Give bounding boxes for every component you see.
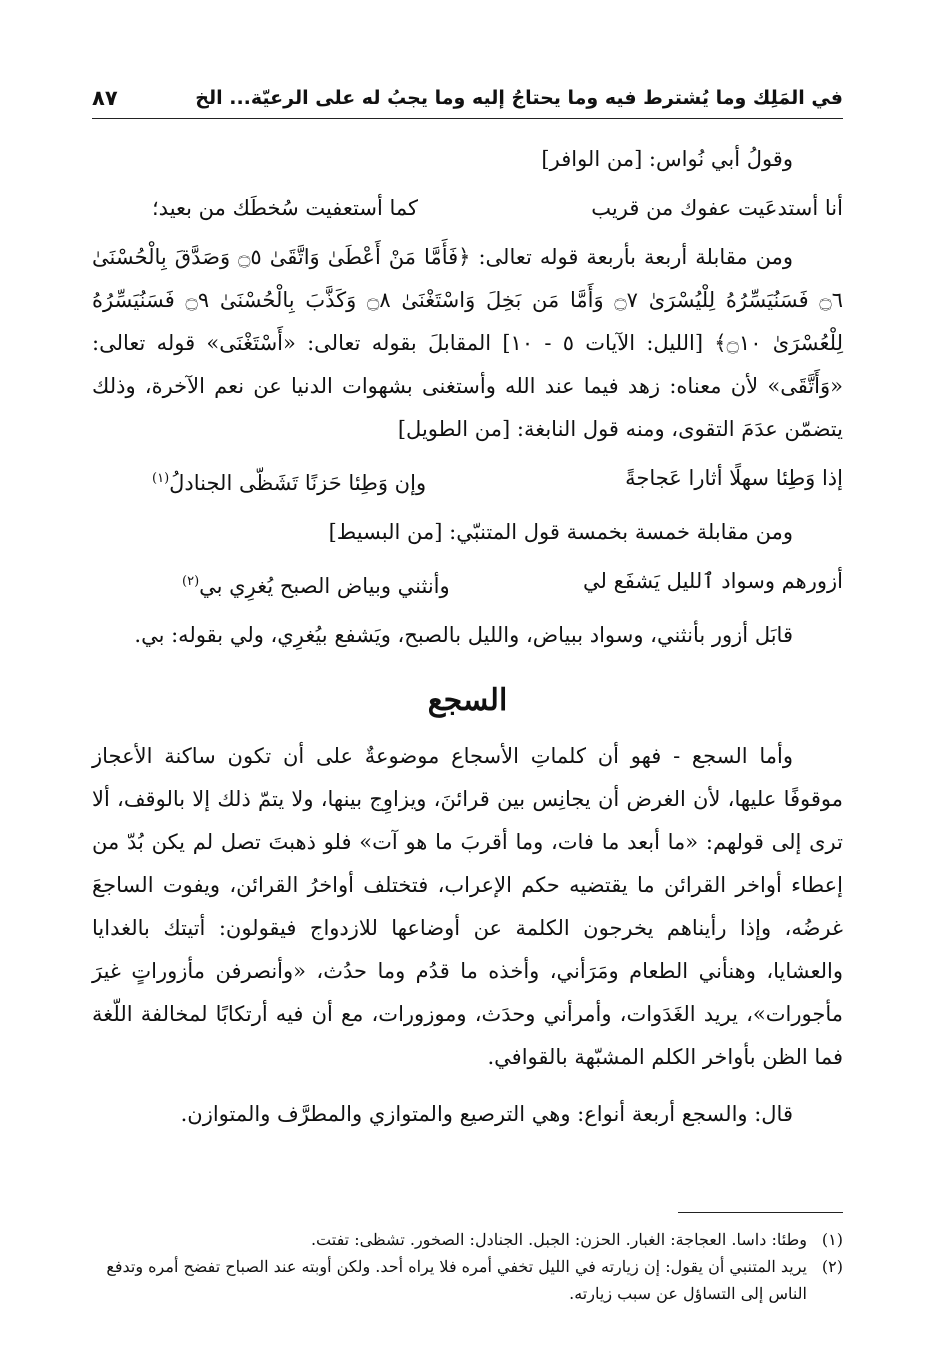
footnote-divider [678, 1212, 843, 1213]
verse-mutanabbi [92, 560, 843, 608]
paragraph-abu-nuwas-intro: وقولُ أبي نُواس: [من الوافر] [541, 147, 793, 171]
verse-nabigha [92, 457, 843, 505]
section-heading: السجع [427, 683, 508, 718]
running-header [92, 78, 843, 119]
page-number: ٨٧ [92, 86, 118, 110]
footnote-ref-1[interactable]: (١) [152, 471, 170, 486]
verse-abu-nuwas [92, 187, 843, 230]
footnote-text: يريد المتنبي أن يقول: إن زيارته في الليل تخفي أمره فلا يراه أحد. ولكن أوبته عند الصباح تفضح أمره وتدفع الناس إلى التساؤل عن سبب زيارته. [106, 1257, 807, 1303]
footnotes [92, 1226, 843, 1307]
verse-first-hemistich: أزورهم وسواد ٱلليل يَشفَع لي [583, 569, 843, 593]
header-title: في المَلِك وما يُشترط فيه وما يحتاجُ إليه وما يجبُ له على الرعيّة... الخ [195, 87, 843, 109]
footnote-item [92, 1226, 843, 1253]
paragraph-saj-types: قال: والسجع أربعة أنواع: وهي الترصيع والمتوازي والمطرَّف والمتوازن. [180, 1102, 793, 1126]
paragraph-mutanabbi-intro: ومن مقابلة خمسة بخمسة قول المتنبّي: [من البسيط] [328, 520, 793, 544]
verse-first-hemistich: أنا أستدعَيت عفوك من قريب [591, 196, 843, 220]
verse-first-hemistich: إذا وَطِئا سهلًا أثارا عَجاجةً [625, 466, 843, 490]
footnote-number: (٢) [821, 1257, 843, 1276]
paragraph-mutanabbi-analysis: قابَل أزور بأنثني، وسواد ببياض، والليل بالصبح، ويَشفع بيُغرِي، ولي بقوله: بي. [134, 623, 793, 647]
paragraph-quran-contrast: ومن مقابلة أربعة بأربعة قوله تعالى: ﴿فَأَمَّا مَنْ أَعْطَىٰ وَاتَّقَىٰ ۝٥ وَصَدَّقَ بِالْحُسْنَىٰ ۝٦ فَسَنُيَسِّرُهُ لِلْيُسْرَىٰ ۝٧ وَأَمَّا مَن بَخِلَ وَاسْتَغْنَىٰ ۝٨ وَكَذَّبَ بِالْحُسْنَىٰ ۝٩ فَسَنُيَسِّرُهُ لِلْعُسْرَىٰ ۝١٠﴾ [الليل: الآيات ٥ - ١٠] المقابلَ بقوله تعالى: «أَسْتَغْنَى» قوله تعالى: «وَأَتَّقَى» لأن معناه: زهد فيما عند الله وأستغنى بشهوات الدنيا عن نعم الآخرة، وذلك يتضمّن عدَمَ التقوى، ومنه قول النابغة: [من الطويل] [92, 245, 843, 441]
footnote-number: (١) [821, 1230, 843, 1249]
verse-second-hemistich: وإن وَطِئا حَزنًا تَشَظّى الجنادلُ [169, 471, 427, 495]
paragraph-saj-definition: وأما السجع - فهو أن كلماتِ الأسجاع موضوعةٌ على أن تكون ساكنة الأعجاز موقوفًا عليها، لأن الغرض أن يجانِس بين قرائنَ، ويزاوِج بينها، ولا يتمّ ذلك إلا بالوقف، ألا ترى إلى قولهم: «ما أبعد ما فات، وما أقربَ ما هو آت» فلو ذهبتَ تصل لم يكن بُدّ من إعطاء أواخر القرائن ما يقتضيه حكم الإعراب، فتختلف أواخرُ القرائن، ويفوت الساجعَ غرضُه، وإذا رأيناهم يخرجون الكلمة عن أوضاعها للازدواج فيقولون: أتيتك بالغدايا والعشايا، وهنأني الطعام ومَرَأني، وأخذه ما قدُم وما حدُث، «وأنصرفن مأزوراتٍ غيرَ مأجورات»، يريد الغَدَوات، وأمرأني وحدَث، وموزورات، مع أن فيه أرتكابًا لمخالفة اللّغة فما الظن بأواخر الكلم المشبّهة بالقوافي. [92, 744, 843, 1069]
footnote-text: وطئا: داسا. العجاجة: الغبار. الحزن: الجبل. الجنادل: الصخور. تشظى: تفتت. [310, 1230, 807, 1249]
footnote-ref-2[interactable]: (٢) [182, 574, 200, 589]
paragraph-gap [92, 1079, 843, 1093]
verse-second-hemistich: كما أستعفيت سُخطَك من بعيد؛ [152, 196, 419, 220]
verse-second-hemistich: وأنثني وبياض الصبح يُغرِي بي [199, 574, 450, 598]
main-text [92, 138, 843, 1136]
footnote-item [92, 1253, 843, 1307]
